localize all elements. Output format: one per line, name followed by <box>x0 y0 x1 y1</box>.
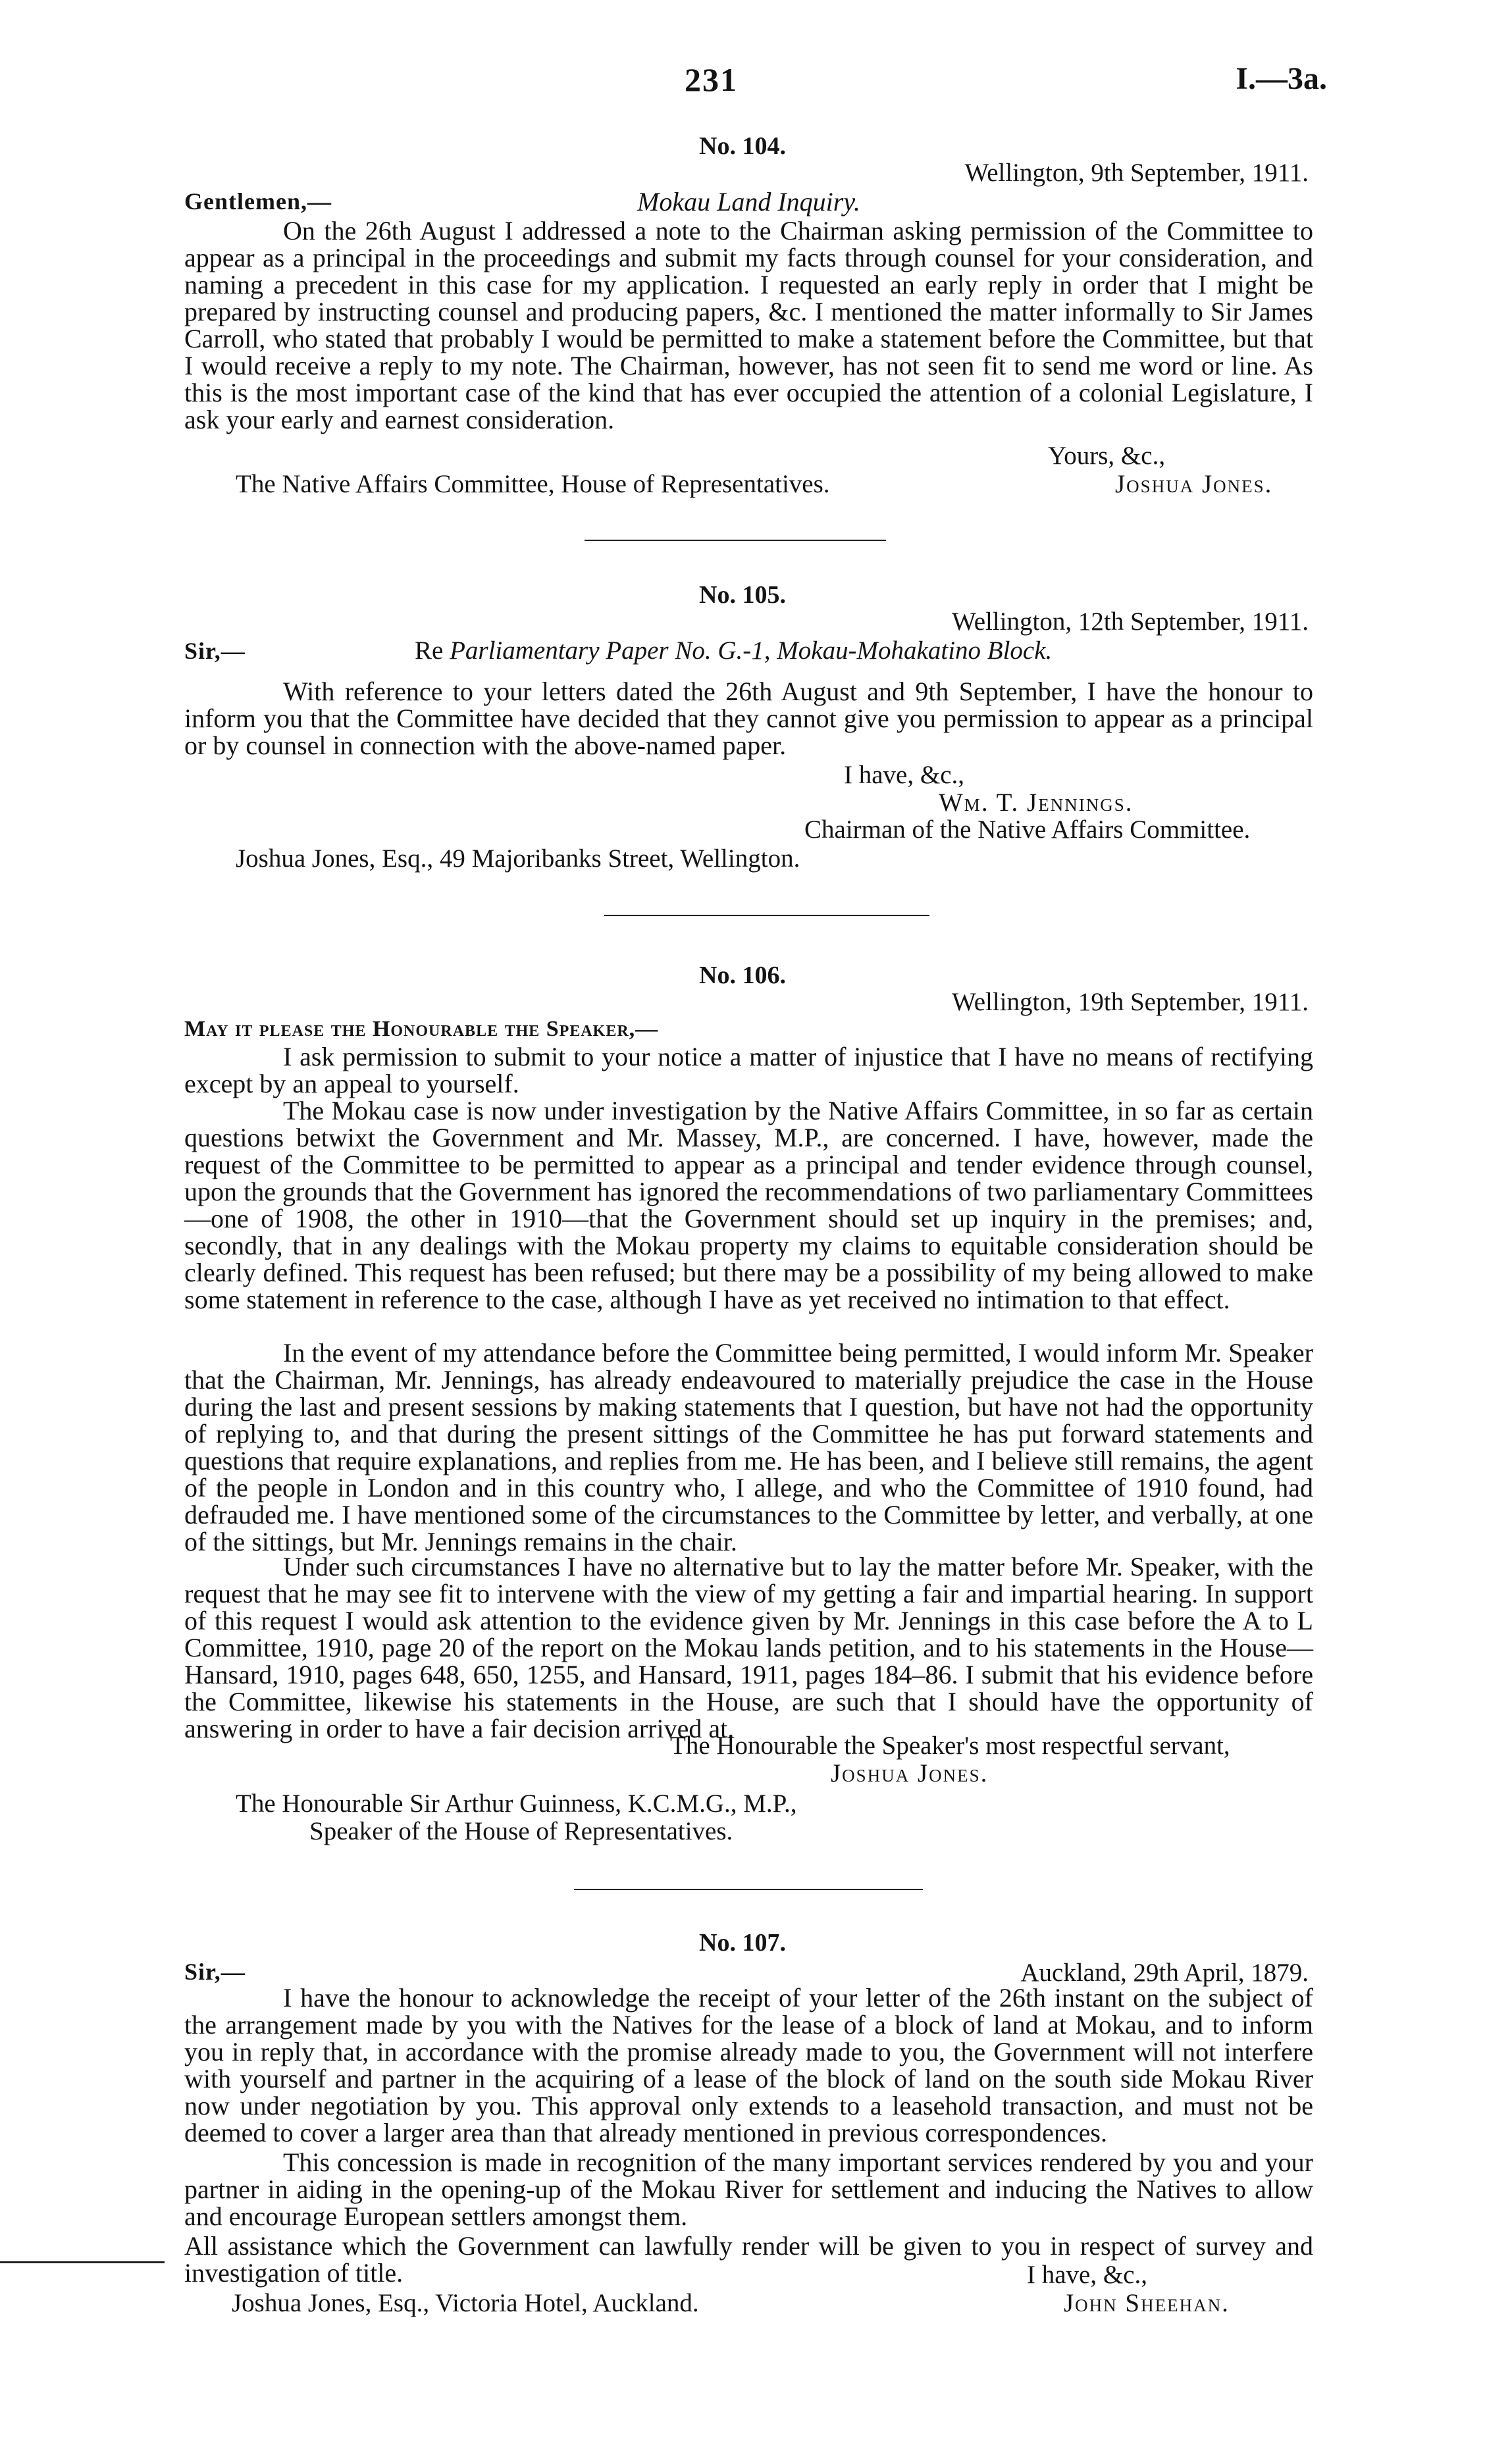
letter-104-addressee: The Native Affairs Committee, House of Representatives. <box>236 470 830 498</box>
letter-104-signature: Joshua Jones. <box>1115 470 1273 498</box>
letter-106-salutation: May it please the Honourable the Speaker,— <box>184 1017 659 1041</box>
section-divider <box>604 915 929 916</box>
letter-104-body: On the 26th August I addressed a note to the Chairman asking permission of the Committee to appear as a principal in the proceedings and submit my facts through counsel for your consideration, and naming a precedent in this case for my application. I requested an early reply in order that I might be prepared by instructing counsel and producing papers, &c. I mentioned the matter informally to Sir James Carroll, who stated that probably I would be permitted to make a statement before the Committee, but that I would receive a reply to my note. The Chairman, however, has not seen fit to send me word or line. As this is the most important case of the kind that has ever occupied the attention of a colonial Legislature, I ask your early and earnest consideration. <box>184 216 1313 434</box>
letter-106-paragraph-1: I ask permission to submit to your notice a matter of injustice that I have no means of rectifying except by an appeal to yourself. <box>184 1042 1313 1098</box>
letter-105-addressee: Joshua Jones, Esq., 49 Majoribanks Street, Wellington. <box>236 844 800 873</box>
letter-107-date: Auckland, 29th April, 1879. <box>1020 1959 1309 1987</box>
letter-105-subject-prefix: Re <box>415 636 444 665</box>
letter-106-addressee: The Honourable Sir Arthur Guinness, K.C.M.G., M.P., <box>236 1789 797 1818</box>
letter-107-salutation: Sir,— <box>184 1959 246 1985</box>
letter-107-paragraph-2: This concession is made in recognition of the many important services rendered by you and your partner in aiding in the opening-up of the Mokau River for settlement and inducing the Natives to allow and encourage European settlers amongst them. <box>184 2147 1313 2231</box>
letter-104-number: No. 104. <box>699 132 786 160</box>
letter-106-closing: The Honourable the Speaker's most respectful servant, <box>670 1732 1230 1760</box>
letter-104-subject: Mokau Land Inquiry. <box>637 187 860 217</box>
letter-106-signature: Joshua Jones. <box>831 1759 989 1787</box>
letter-104-closing: Yours, &c., <box>1048 442 1166 470</box>
letter-107-paragraph-3: All assistance which the Government can lawfully render will be given to you in respect of survey and investigation of title. <box>184 2231 1313 2288</box>
letter-107-number: No. 107. <box>699 1929 786 1957</box>
letter-107-closing: I have, &c., <box>1027 2261 1148 2289</box>
letter-107-signature: John Sheehan. <box>1064 2289 1230 2317</box>
letter-105-signature-title: Chairman of the Native Affairs Committee. <box>804 815 1251 844</box>
letter-105-closing: I have, &c., <box>844 761 965 789</box>
letter-106-addressee-title: Speaker of the House of Representatives. <box>309 1817 733 1845</box>
letter-107-addressee: Joshua Jones, Esq., Victoria Hotel, Auckland. <box>232 2289 699 2317</box>
letter-104-date: Wellington, 9th September, 1911. <box>964 159 1309 187</box>
letter-104-salutation: Gentlemen,— <box>184 188 332 215</box>
letter-106-date: Wellington, 19th September, 1911. <box>952 988 1309 1016</box>
section-divider <box>574 1889 923 1890</box>
letter-105-salutation: Sir,— <box>184 638 246 664</box>
page-number: 231 <box>685 61 738 98</box>
letter-106-paragraph-3: In the event of my attendance before the Committee being permitted, I would inform Mr. Speaker that the Chairman, Mr. Jennings, has already endeavoured to materially prejudice the case in the House during the last and present sessions by making statements that I question, but have not had the opportunity of replying to, and that during the present sittings of the Committee he has put forward statements and questions that require explanations, and replies from me. He has been, and I believe still remains, the agent of the people in London and in this country who, I allege, and who the Committee of 1910 found, had defrauded me. I have mentioned some of the circumstances to the Committee by letter, and verbally, at one of the sittings, but Mr. Jennings remains in the chair. <box>184 1338 1313 1556</box>
letter-105-subject-text: Parliamentary Paper No. G.-1, Mokau-Mohakatino Block. <box>450 636 1053 665</box>
letter-106-paragraph-2: The Mokau case is now under investigation by the Native Affairs Committee, in so far as certain questions betwixt the Government and Mr. Massey, M.P., are concerned. I have, however, made the request of the Committee to be permitted to appear as a principal and tender evidence through counsel, upon the grounds that the Government has ignored the recommendations of two parliamentary Committees—one of 1908, the other in 1910—that the Government should set up inquiry in the premises; and, secondly, that in any dealings with the Mokau property my claims to equitable consideration should be clearly defined. This request has been refused; but there may be a possibility of my being allowed to make some statement in reference to the case, although I have as yet received no intimation to that effect. <box>184 1096 1313 1314</box>
letter-106-number: No. 106. <box>699 962 786 989</box>
margin-rule <box>0 2261 165 2263</box>
letter-105-number: No. 105. <box>699 581 786 609</box>
letter-105-subject <box>415 636 1052 665</box>
letter-105-body: With reference to your letters dated the 26th August and 9th September, I have the honour to inform you that the Committee have decided that they cannot give you permission to appear as a principal or by counsel in connection with the above-named paper. <box>184 677 1313 760</box>
letter-107-paragraph-1: I have the honour to acknowledge the receipt of your letter of the 26th instant on the subject of the arrangement made by you with the Natives for the lease of a block of land at Mokau, and to inform you in reply that, in accordance with the promise already made to you, the Government will not interfere with yourself and partner in the acquiring of a lease of the block of land on the south side Mokau River now under negotiation by you. This approval only extends to a leasehold transaction, and must not be deemed to cover a larger area than that already mentioned in previous correspondences. <box>184 1983 1313 2147</box>
letter-105-date: Wellington, 12th September, 1911. <box>952 607 1309 636</box>
document-reference: I.—3a. <box>1236 61 1327 96</box>
letter-106-paragraph-4: Under such circumstances I have no alternative but to lay the matter before Mr. Speaker, with the request that he may see fit to intervene with the view of my getting a fair and impartial hearing. In support of this request I would ask attention to the evidence given by Mr. Jennings in this case before the A to L Committee, 1910, page 20 of the report on the Mokau lands petition, and to his statements in the House—Hansard, 1910, pages 648, 650, 1255, and Hansard, 1911, pages 184–86. I submit that his evidence before the Committee, likewise his statements in the House, are such that I should have the opportunity of answering in order to have a fair decision arrived at. <box>184 1552 1313 1743</box>
section-divider <box>585 540 886 541</box>
letter-105-signature: Wm. T. Jennings. <box>939 788 1133 817</box>
